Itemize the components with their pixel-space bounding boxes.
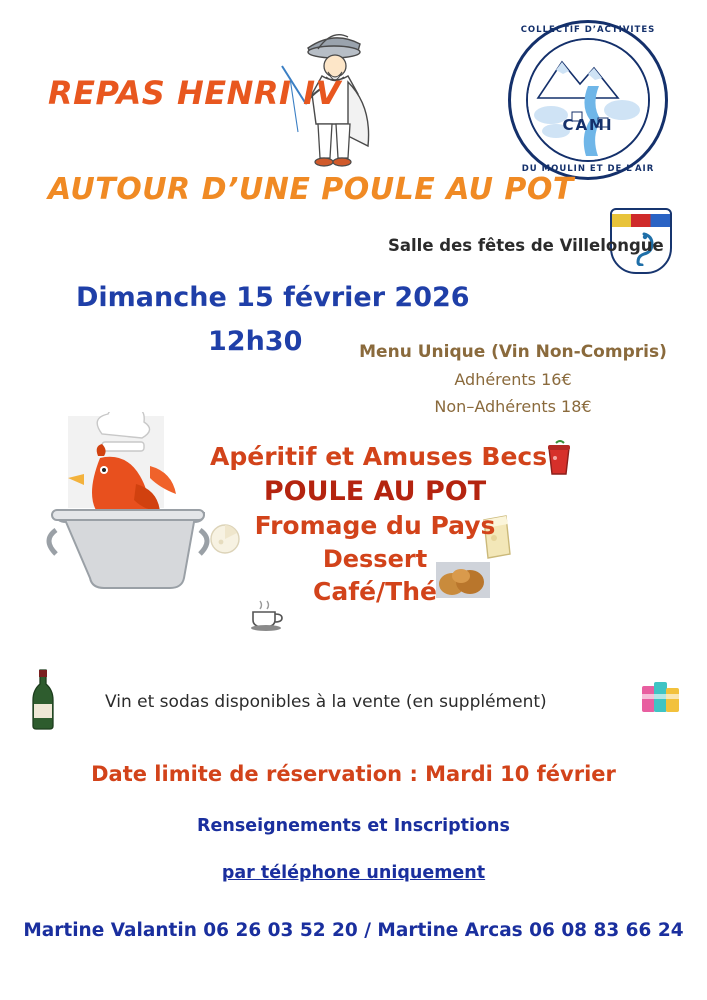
pricing-title: Menu Unique (Vin Non-Compris) (359, 342, 667, 362)
contact-phone-numbers: Martine Valantin 06 26 03 52 20 / Martine Arcas 06 08 83 66 24 (23, 920, 684, 941)
chicken-in-pot-illustration (40, 412, 220, 602)
menu-item: Café/Thé (313, 577, 437, 607)
drink-glass-icon (543, 440, 575, 478)
soda-cans-icon (640, 678, 682, 720)
pricing-non-members: Non–Adhérents 18€ (434, 397, 592, 416)
extra-note: Vin et sodas disponibles à la vente (en supplément) (105, 692, 547, 712)
menu-list (210, 442, 548, 607)
pricing-block (358, 342, 668, 416)
reservation-deadline: Date limite de réservation : Mardi 10 février (91, 762, 616, 786)
event-date: Dimanche 15 février 2026 (76, 282, 470, 313)
venue-text: Salle des fêtes de Villelongue (388, 236, 664, 255)
menu-item: POULE AU POT (263, 475, 487, 507)
info-line-phone-only: par téléphone uniquement (221, 863, 486, 883)
event-time: 12h30 (208, 326, 303, 357)
info-line-registration: Renseignements et Inscriptions (197, 816, 510, 836)
page-title: REPAS HENRI IV (48, 74, 341, 112)
logo-text-top: COLLECTIF D’ACTIVITES (520, 25, 656, 35)
pricing-members: Adhérents 16€ (454, 370, 572, 389)
menu-item: Dessert (322, 544, 428, 573)
logo-text-bottom: DU MOULIN ET DE L’AIR (521, 164, 655, 174)
page-subtitle: AUTOUR D’UNE POULE AU POT (48, 172, 574, 207)
logo-acronym: CAMI (562, 116, 614, 134)
wine-bottle-icon (28, 668, 58, 730)
cami-circle-logo (508, 20, 668, 180)
menu-item: Fromage du Pays (254, 511, 496, 541)
menu-item: Apéritif et Amuses Becs (210, 442, 548, 471)
